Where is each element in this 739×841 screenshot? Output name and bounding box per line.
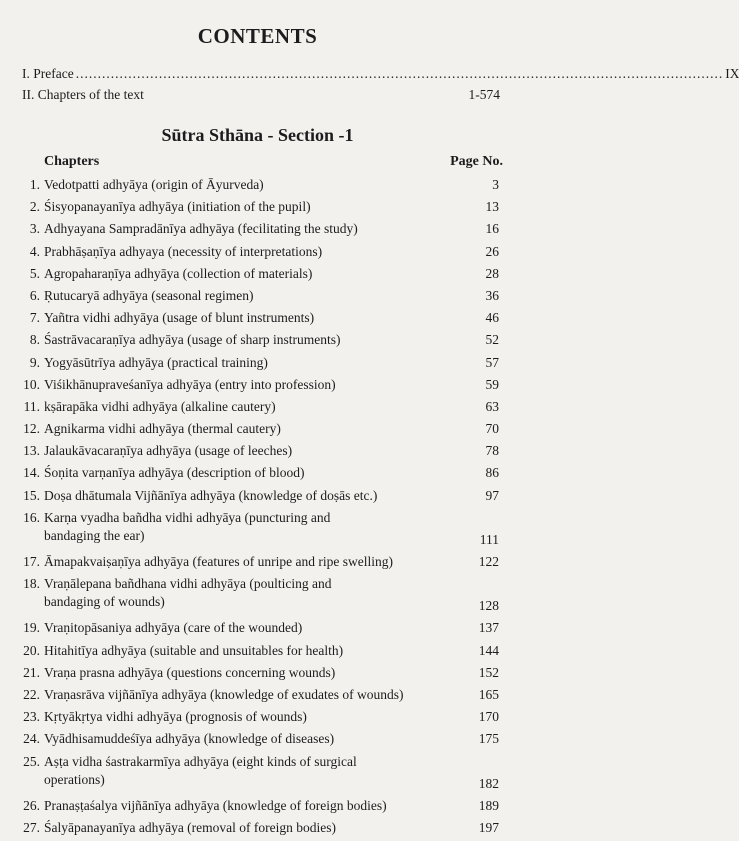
chapter-title [44, 819, 454, 837]
chapter-page-number: 3 [492, 177, 499, 192]
chapter-title-line: Pranaṣṭaśalya vijñānīya adhyāya (knowledge of foreign bodies) [44, 797, 387, 813]
chapter-page-number: 52 [485, 332, 499, 348]
chapter-title-line: Yogyāsūtrīya adhyāya (practical training) [44, 354, 268, 370]
chapter-number: 9. [29, 354, 40, 370]
chapter-title-line: Agnikarma vidhi adhyāya (thermal cautery) [44, 421, 281, 437]
chapter-title-line: Śisyopanayanīya adhyāya (initiation of the pupil) [44, 199, 311, 215]
chapter-entry [0, 753, 515, 793]
chapter-page-number: 182 [478, 775, 499, 791]
chapter-page-number: 97 [485, 487, 499, 503]
chapter-page-number: 13 [485, 199, 499, 215]
chapter-page-number: 57 [485, 354, 499, 370]
chapter-entry [0, 243, 515, 261]
chapter-title-line: Prabhāṣaṇīya adhyaya (necessity of interpretations) [44, 243, 323, 259]
chapter-entry [0, 287, 515, 305]
chapter-title [44, 220, 454, 238]
chapter-title [44, 575, 454, 611]
chapter-title [44, 753, 454, 789]
chapter-page-number: 86 [485, 465, 499, 481]
chapters-column-header: Chapters [44, 154, 100, 169]
chapter-number: 4. [29, 243, 40, 259]
chapter-title [44, 265, 454, 283]
chapter-page-number: 165 [478, 686, 499, 702]
chapter-number: 23. [23, 709, 40, 725]
chapter-title-line: Vyādhisamuddeśīya adhyāya (knowledge of diseases) [44, 731, 335, 747]
chapter-page-number: 152 [478, 664, 499, 680]
chapter-entry [0, 575, 515, 615]
chapter-page-number: 28 [485, 265, 499, 281]
chapter-title-line: Vraṇa prasna adhyāya (questions concerning wounds) [44, 664, 336, 680]
chapter-title-line: Śoṇita varṇanīya adhyāya (description of blood) [44, 465, 305, 481]
chapter-number: 5. [29, 265, 40, 281]
chapter-page-number: 111 [479, 531, 499, 547]
chapter-page-number: 122 [478, 554, 499, 569]
chapter-entry [0, 642, 515, 660]
chapter-page-number: 144 [478, 642, 499, 658]
chapter-number: 6. [29, 287, 40, 303]
chapter-page-number: 175 [478, 731, 499, 747]
front-matter-page: IX [725, 66, 739, 81]
chapter-number: 27. [23, 819, 40, 835]
chapter-title [44, 487, 454, 505]
chapter-title-line: operations) [44, 771, 105, 787]
chapter-title-line: Hitahitīya adhyāya (suitable and unsuitables for health) [44, 642, 344, 658]
chapter-entry [0, 819, 515, 837]
chapter-number: 10. [23, 376, 40, 392]
chapter-title-line: Vedotpatti adhyāya (origin of Āyurveda) [44, 177, 264, 192]
chapter-title [44, 708, 454, 726]
front-matter-preface [22, 66, 739, 82]
chapter-entry [0, 198, 515, 216]
chapter-page-number: 16 [485, 221, 499, 237]
chapter-page-number: 70 [485, 421, 499, 437]
front-matter-page: 1-574 [468, 87, 500, 102]
chapter-entry [0, 686, 515, 704]
chapter-title-line: Doṣa dhātumala Vijñānīya adhyāya (knowledge of doṣās etc.) [44, 487, 378, 503]
chapter-title-line: kṣārapāka vidhi adhyāya (alkaline cautery) [44, 398, 276, 414]
chapter-page-number: 137 [478, 620, 499, 636]
front-matter-chapters [22, 87, 500, 103]
chapter-entry [0, 398, 515, 416]
chapter-entry [0, 420, 515, 438]
chapter-page-number: 170 [478, 709, 499, 725]
chapter-entry [0, 664, 515, 682]
chapter-entry [0, 442, 515, 460]
chapter-title-line: Vraṇitopāsaniya adhyāya (care of the wounded) [44, 620, 303, 636]
chapter-title [44, 376, 454, 394]
chapter-page-number: 59 [485, 376, 499, 392]
chapter-title [44, 287, 454, 305]
chapter-number: 26. [23, 797, 40, 813]
chapter-title-line: bandaging the ear) [44, 527, 145, 543]
chapter-title-line: Agropaharaṇīya adhyāya (collection of materials) [44, 265, 313, 281]
chapter-title [44, 442, 454, 460]
chapter-title [44, 686, 454, 704]
chapter-entry [0, 265, 515, 283]
chapter-title [44, 464, 454, 482]
chapter-title [44, 398, 454, 416]
chapter-title-line: Jalaukāvacaraṇīya adhyāya (usage of leeches) [44, 443, 293, 459]
chapter-title [44, 797, 454, 815]
chapter-number: 22. [23, 686, 40, 702]
chapter-title-line: Karṇa vyadha bañdha vidhi adhyāya (puncturing and [44, 509, 331, 525]
chapter-entry [0, 331, 515, 349]
chapter-title [44, 642, 454, 660]
chapter-number: 1. [29, 177, 40, 192]
chapter-title-line: Kṛtyākṛtya vidhi adhyāya (prognosis of wounds) [44, 709, 307, 725]
chapter-entry [0, 220, 515, 238]
chapter-title-line: Aṣṭa vidha śastrakarmīya adhyāya (eight kinds of surgical [44, 753, 357, 769]
chapter-title [44, 354, 454, 372]
chapter-number: 13. [23, 443, 40, 459]
chapter-number: 11. [23, 398, 40, 414]
chapter-title [44, 420, 454, 438]
chapter-title [44, 730, 454, 748]
chapter-title [44, 309, 454, 327]
chapter-number: 14. [23, 465, 40, 481]
front-matter-label: I. Preface [22, 66, 74, 81]
chapter-title [44, 243, 454, 261]
chapter-number: 15. [23, 487, 40, 503]
chapter-entry [0, 464, 515, 482]
chapter-number: 12. [23, 421, 40, 437]
chapter-title-line: Adhyayana Sampradānīya adhyāya (fecilitating the study) [44, 221, 358, 237]
chapter-page-number: 26 [485, 243, 499, 259]
chapter-entry [0, 487, 515, 505]
chapter-entry [0, 797, 515, 815]
chapter-entry [0, 708, 515, 726]
chapter-list [0, 176, 515, 841]
chapter-number: 20. [23, 642, 40, 658]
chapter-title-line: Vraṇasrāva vijñānīya adhyāya (knowledge of exudates of wounds) [44, 686, 404, 702]
leader-dots: .................................................................................................................................................... [75, 66, 724, 81]
chapter-number: 7. [29, 310, 40, 326]
chapter-page-number: 78 [485, 443, 499, 459]
page-title: CONTENTS [197, 24, 318, 48]
chapter-entry [0, 309, 515, 327]
chapter-title [44, 664, 454, 682]
chapter-title [44, 553, 454, 571]
chapter-page-number: 63 [485, 398, 499, 414]
chapter-entry [0, 176, 515, 194]
chapter-title-line: bandaging of wounds) [44, 594, 165, 610]
section-title: Sūtra Sthāna - Section -1 [161, 125, 354, 145]
chapter-number: 8. [29, 332, 40, 348]
chapter-number: 3. [29, 221, 40, 237]
chapter-page-number: 189 [478, 797, 499, 813]
chapter-title [44, 619, 454, 637]
chapter-title [44, 509, 454, 545]
chapter-title-line: Śalyāpanayanīya adhyāya (removal of foreign bodies) [44, 819, 337, 835]
chapter-title-line: Yañtra vidhi adhyāya (usage of blunt instruments) [44, 310, 315, 326]
chapter-title [44, 198, 454, 216]
chapter-entry [0, 619, 515, 637]
chapter-page-number: 46 [485, 310, 499, 326]
front-matter-label: II. Chapters of the text [22, 87, 144, 102]
chapter-entry [0, 509, 515, 549]
chapter-number: 21. [23, 664, 40, 680]
chapter-entry [0, 730, 515, 748]
chapter-entry [0, 354, 515, 372]
chapter-page-number: 36 [485, 287, 499, 303]
chapter-number: 18. [23, 576, 40, 592]
chapter-title-line: Āmapakvaiṣaṇīya adhyāya (features of unripe and ripe swelling) [44, 554, 393, 569]
chapter-page-number: 197 [478, 819, 499, 835]
chapter-number: 24. [23, 731, 40, 747]
chapter-title [44, 176, 454, 194]
chapter-entry [0, 376, 515, 394]
chapter-title-line: Viśikhānupraveśanīya adhyāya (entry into profession) [44, 376, 336, 392]
chapter-title-line: Ṛutucaryā adhyāya (seasonal regimen) [44, 287, 254, 303]
chapter-number: 17. [23, 554, 40, 569]
chapter-title [44, 331, 454, 349]
chapter-number: 19. [23, 620, 40, 636]
page-number-column-header: Page No. [450, 154, 503, 169]
chapter-number: 25. [23, 753, 40, 769]
chapter-entry [0, 553, 515, 571]
chapter-number: 2. [29, 199, 40, 215]
chapter-number: 16. [23, 509, 40, 525]
chapter-title-line: Vraṇālepana bañdhana vidhi adhyāya (poulticing and [44, 576, 332, 592]
chapter-title-line: Śastrāvacaraṇīya adhyāya (usage of sharp instruments) [44, 332, 341, 348]
chapter-page-number: 128 [478, 598, 499, 614]
